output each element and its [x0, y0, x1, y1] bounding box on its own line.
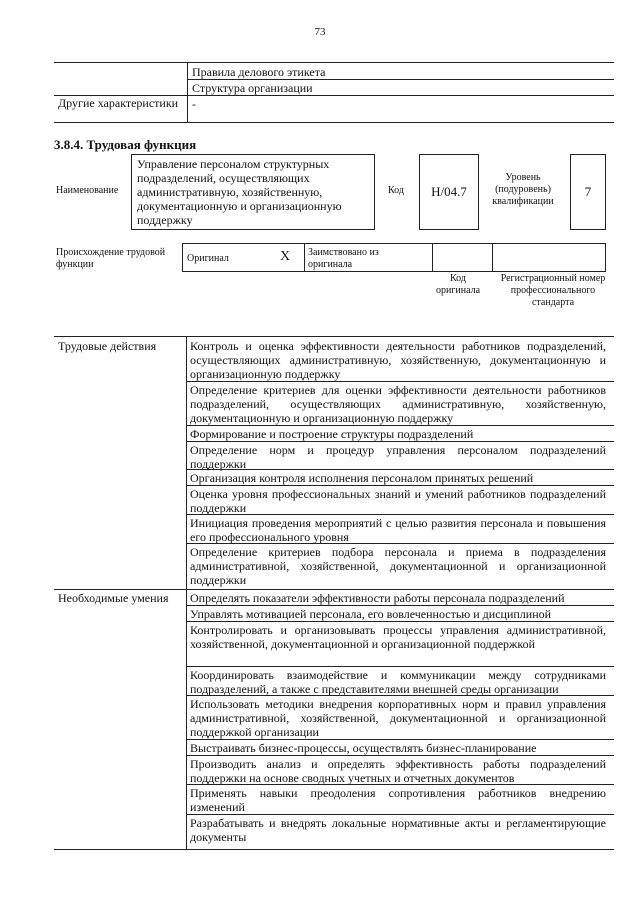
- skill-item: Управлять мотивацией персонала, его вовлеченностью и дисциплиной: [190, 607, 552, 621]
- rule: [186, 425, 614, 426]
- rule: [186, 695, 614, 696]
- rule: [54, 336, 614, 337]
- labor-action-item: Определение критериев для оценки эффективности деятельности работников подразделений, осуществляющих административную, хозяйственную, документационную и организационную поддержку: [190, 383, 606, 425]
- rule: [186, 514, 614, 515]
- rule: [186, 739, 614, 740]
- labor-actions-label: Трудовые действия: [58, 339, 157, 353]
- rule: [187, 79, 614, 80]
- rule: [54, 122, 614, 123]
- top-table-row-2: Структура организации: [192, 81, 313, 95]
- skill-item: Выстраивать бизнес-процессы, осуществлять бизнес-планирование: [190, 741, 537, 755]
- other-characteristics-label: Другие характеристики: [58, 96, 179, 110]
- level-label: Уровень (подуровень) квалификации: [492, 172, 554, 207]
- column-divider: [187, 62, 188, 122]
- skill-item: Использовать методики внедрения корпоративных норм и правил управления административной, хозяйственной, документационной и организационной поддержкой организации: [190, 697, 606, 739]
- skill-item: Контролировать и организовывать процессы управления административной, хозяйственной, документационной и организационной поддержкой: [190, 623, 606, 651]
- rule: [54, 62, 614, 63]
- origin-divider: [432, 243, 433, 272]
- rule: [186, 381, 614, 382]
- registration-caption: Регистрационный номер профессионального стандарта: [500, 273, 606, 308]
- skill-item: Координировать взаимодействие и коммуникации между сотрудниками подразделений, а также с представителями внешней среды организации: [190, 668, 606, 696]
- function-name: Управление персоналом структурных подразделений, осуществляющих административную, хозяйственную, документационную и организационную поддержку: [137, 157, 342, 227]
- labor-action-item: Определение норм и процедур управления персоналом подразделений поддержки: [190, 443, 606, 471]
- skill-item: Определять показатели эффективности работы персонала подразделений: [190, 591, 565, 605]
- rule: [186, 605, 614, 606]
- name-label: Наименование: [56, 185, 119, 196]
- labor-action-item: Контроль и оценка эффективности деятельности работников подразделений, осуществляющих административную, хозяйственную, документационную и организационную поддержку: [190, 339, 606, 381]
- rule: [186, 621, 614, 622]
- rule: [186, 666, 614, 667]
- rule: [186, 469, 614, 470]
- rule: [186, 485, 614, 486]
- top-table-row-1: Правила делового этикета: [192, 65, 326, 79]
- borrowed-label: Заимствовано из оригинала: [308, 247, 379, 270]
- code-original-caption: Код оригинала: [435, 273, 481, 296]
- skill-item: Разрабатывать и внедрять локальные нормативные акты и регламентирующие документы: [190, 816, 606, 844]
- skill-item: Применять навыки преодоления сопротивления работников внедрению изменений: [190, 786, 606, 814]
- labor-action-item: Формирование и построение структуры подразделений: [190, 427, 474, 441]
- column-divider: [186, 336, 187, 850]
- section-title: 3.8.4. Трудовая функция: [54, 137, 197, 152]
- origin-divider: [304, 243, 305, 272]
- origin-label: Происхождение трудовой функции: [56, 247, 166, 270]
- rule: [186, 543, 614, 544]
- rule: [54, 589, 614, 590]
- rule: [186, 755, 614, 756]
- code-value: Н/04.7: [431, 184, 467, 199]
- rule: [186, 784, 614, 785]
- rule: [186, 814, 614, 815]
- rule: [186, 441, 614, 442]
- code-label: Код: [388, 185, 404, 196]
- labor-action-item: Определение критериев подбора персонала и приема в подразделения административной, хозяйственной, документационной и организационной поддержки: [190, 545, 606, 587]
- level-value: 7: [584, 184, 592, 199]
- other-characteristics-value: -: [192, 97, 196, 111]
- labor-action-item: Организация контроля исполнения персоналом принятых решений: [190, 471, 534, 485]
- original-mark: X: [280, 249, 291, 264]
- skills-label: Необходимые умения: [58, 591, 169, 605]
- labor-action-item: Инициация проведения мероприятий с целью развития персонала и повышения его профессионального уровня: [190, 516, 606, 544]
- labor-action-item: Оценка уровня профессиональных знаний и умений работников подразделений поддержки: [190, 487, 606, 515]
- original-label: Оригинал: [187, 253, 229, 264]
- skill-item: Производить анализ и определять эффективность работы подразделений поддержки на основе сводных учетных и отчетных документов: [190, 757, 606, 785]
- origin-divider: [492, 243, 493, 272]
- page-number: 73: [314, 26, 326, 38]
- rule: [54, 849, 614, 850]
